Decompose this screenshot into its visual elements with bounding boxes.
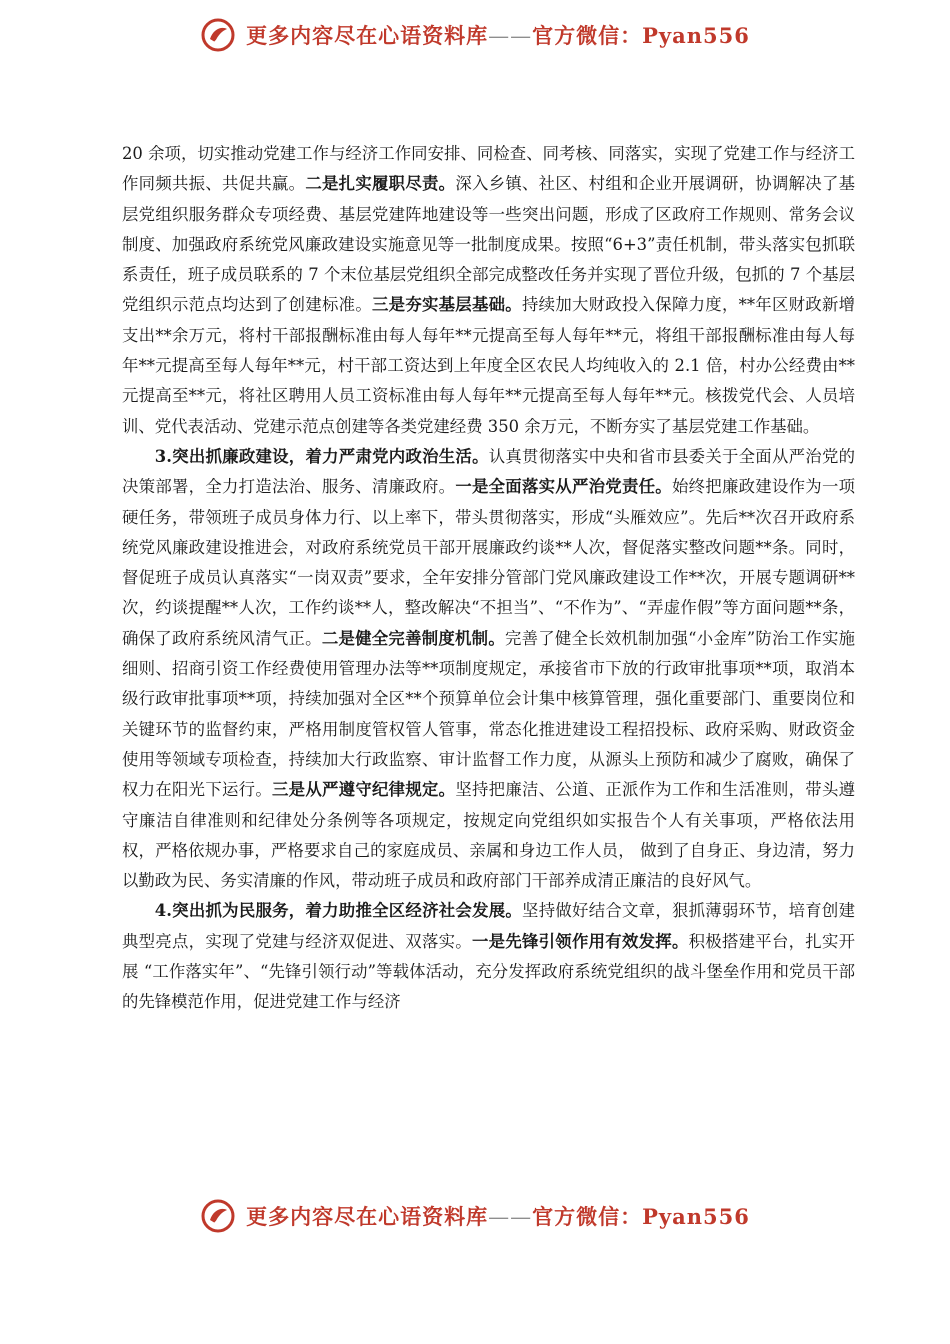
- bold-heading-run: 一是全面落实从严治党责任。: [455, 477, 672, 497]
- body-paragraph: [122, 139, 855, 442]
- bold-heading-run: 三是夯实基层基础。: [371, 295, 522, 315]
- banner-dash: ——: [488, 1205, 533, 1229]
- text-run: 始终把廉政建设作为一项硬任务，带领班子成员身体力行、以上率下，带头贯彻落实，形成“头雁效应”。先后**次召开政府系统党风廉政建设推进会，对政府系统党员干部开展廉政约谈**人次，督促落实整改问题**条。同时，督促班子成员认真落实“一岗双责”要求，全年安排分管部门党风廉政建设工作**次，开展专题调研**次，约谈提醒**人次，工作约谈**人，整改解决“不担当”、“不作为”、“弄虚作假”等方面问题**条，确保了政府系统风清气正。: [122, 477, 856, 648]
- bold-heading-run: 二是健全完善制度机制。: [321, 628, 505, 648]
- text-run: 积极搭建平台，扎实开展 “工作落实年”、“先锋引领行动”等载体活动，充分发挥政府系统党组织的战斗堡垒作用和党员干部的先锋模范作用，促进党建工作与经济: [122, 931, 856, 1012]
- text-run: 完善了健全长效机制加强“小金库”防治工作实施细则、招商引资工作经费使用管理办法等**项制度规定，承接省市下放的行政审批事项**项，取消本级行政审批事项**项，持续加强对全区**个预算单位会计集中核算管理，强化重要部门、重要岗位和关键环节的监督约束，严格用制度管权管人管事，常态化推进建设工程招投标、政府采购、财政资金使用等领域专项检查，持续加大行政监察、审计监督工作力度，从源头上预防和减少了腐败，确保了权力在阳光下运行。: [122, 628, 855, 800]
- banner-dash: ——: [488, 24, 533, 48]
- bold-heading-run: 4.突出抓为民服务，着力助推全区经济社会发展。: [154, 901, 523, 921]
- text-run: 认真贯彻落实中央和省市县委关于全面从严治党的决策部署，全力打造法治、服务、清廉政府。: [122, 446, 855, 497]
- text-run: 坚持把廉洁、公道、正派作为工作和生活准则，带头遵守廉洁自律准则和纪律处分条例等各项规定，按规定向党组织如实报告个人有关事项，严格依法用权，严格依规办事，严格要求自己的家庭成员、亲属和身边工作人员， 做到了自身正、身边清，努力以勤政为民、务实清廉的作风，带动班子成员和政府部门干部养成清正廉洁的良好风气。: [122, 780, 856, 891]
- brand-logo-icon: [200, 17, 236, 53]
- bold-heading-run: 二是扎实履职尽责。: [305, 174, 456, 194]
- bold-heading-run: 3.突出抓廉政建设，着力严肃党内政治生活。: [154, 446, 489, 466]
- text-run: 坚持做好结合文章，狠抓薄弱环节，培育创建典型亮点，实现了党建与经济双促进、双落实。: [122, 901, 855, 951]
- body-paragraph: [122, 896, 855, 1017]
- text-run: 深入乡镇、社区、村组和企业开展调研，协调解决了基层党组织服务群众专项经费、基层党建阵地建设等一些突出问题，形成了区政府工作规则、常务会议制度、加强政府系统党风廉政建设实施意见等一批制度成果。按照“6+3”责任机制，带头落实包抓联系责任，班子成员联系的 7 个末位基层党组织全部完成整改任务并实现了晋位升级，包抓的 7 个基层党组织示范点均达到了创建标准。: [122, 174, 856, 315]
- banner-wechat-label: 官方微信：: [532, 1204, 643, 1229]
- bold-heading-run: 三是从严遵守纪律规定。: [272, 780, 456, 800]
- text-run: 20 余项，切实推动党建工作与经济工作同安排、同检查、同考核、同落实，实现了党建工作与经济工作同频共振、共促共赢。: [122, 144, 855, 194]
- header-watermark-banner: [0, 10, 950, 60]
- document-body: [122, 139, 855, 1018]
- text-run: 持续加大财政投入保障力度，**年区财政新增支出**余万元，将村干部报酬标准由每人每年**元提高至每人每年**元，将组干部报酬标准由每人每年**元提高至每人每年**元，村干部工资达到上年度全区农民人均纯收入的 2.1 倍，村办公经费由**元提高至**元，将社区聘用人员工资标准由每人每年**元提高至每人每年**元。核拨党代会、人员培训、党代表活动、党建示范点创建等各类党建经费 350 余万元，不断夯实了基层党建工作基础。: [122, 295, 856, 436]
- banner-brand: 更多内容尽在心语资料库: [246, 1204, 489, 1229]
- brand-logo-icon: [200, 1198, 236, 1234]
- banner-text: [246, 1201, 750, 1231]
- banner-brand: 更多内容尽在心语资料库: [246, 23, 489, 48]
- banner-text: [246, 20, 750, 50]
- footer-watermark-banner: [0, 1191, 950, 1241]
- banner-wechat-label: 官方微信：: [532, 23, 643, 48]
- bold-heading-run: 一是先锋引领作用有效发挥。: [471, 931, 689, 951]
- banner-wechat-id: Pyan556: [642, 23, 750, 48]
- body-paragraph: [122, 442, 855, 896]
- banner-wechat-id: Pyan556: [642, 1204, 750, 1229]
